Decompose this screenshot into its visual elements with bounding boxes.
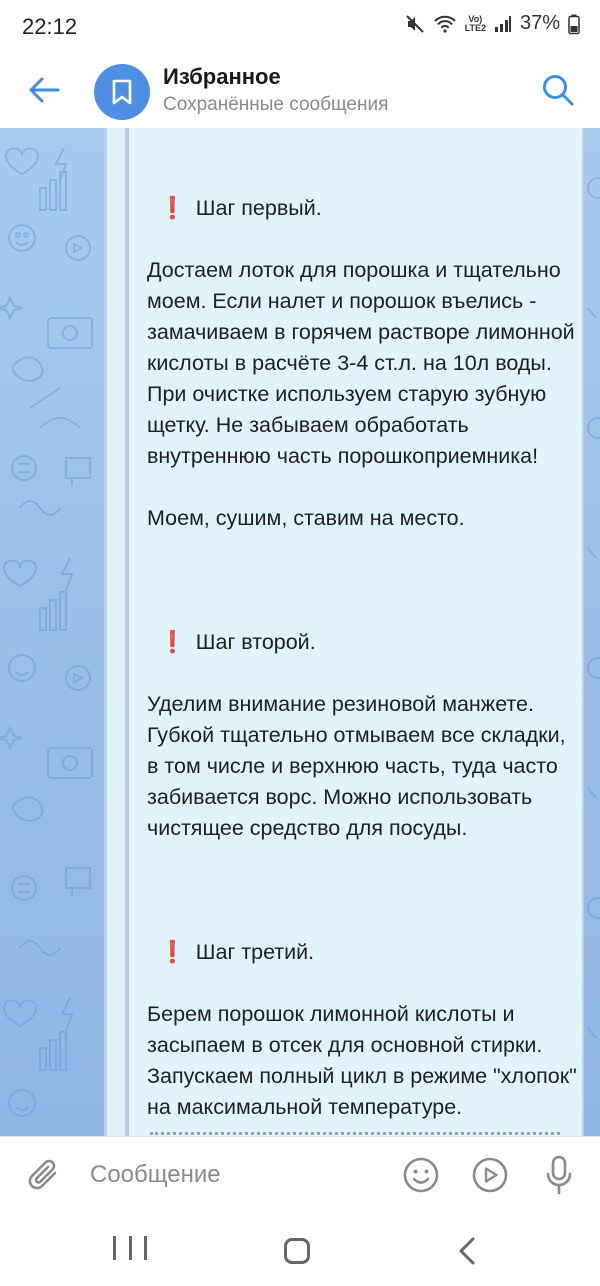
home-button[interactable] [284,1238,310,1264]
microphone-icon [544,1154,574,1196]
chevron-left-icon [457,1236,477,1266]
message-text [147,162,577,1278]
chat-area[interactable] [0,128,600,1136]
paperclip-icon [27,1157,61,1193]
chat-subtitle[interactable]: Сохранённые сообщения [163,94,389,115]
system-nav-bar [0,1214,600,1286]
status-icons [405,12,580,35]
arrow-left-icon [28,76,60,104]
avatar[interactable] [94,64,150,120]
forward-quote-bar [125,128,129,1136]
message-input[interactable] [90,1157,380,1193]
emoji-icon [402,1156,440,1194]
step-heading [147,627,577,658]
battery-icon [568,14,580,34]
step-heading [147,937,577,968]
bookmark-icon [110,78,134,106]
battery-percent: 37% [519,12,560,34]
exclamation-icon: ❗ [159,940,186,964]
wallpaper-pattern-right [584,128,600,1136]
step-1-heading: Шаг первый. [195,196,322,220]
exclamation-icon: ❗ [159,630,186,654]
volte-indicator [465,15,486,33]
step-heading [147,193,577,224]
step-3-heading: Шаг третий. [195,940,315,964]
step-2-paragraph-1: Уделим внимание резиновой манжете. Губкой тщательно отмываем все складки, в том числе и верхнюю часть, туда часто забивается ворс. Можно использовать чистящее средство для посуды. [147,692,566,840]
wallpaper-pattern [0,128,104,1136]
composer-bar [0,1136,600,1214]
signal-icon [494,15,512,33]
step-1-paragraph-1: Достаем лоток для порошка и тщательно моем. Если налет и порошок въелись - замачиваем в горячем растворе лимонной кислоты в расчёте 3-4 ст.л. на 10л воды. При очистке используем старую зубную щетку. Не забываем обработать внутреннюю часть порошкоприемника! [147,258,575,468]
video-message-button[interactable] [469,1154,511,1196]
step-2-heading: Шаг второй. [195,630,316,654]
voice-message-button[interactable] [537,1152,581,1198]
search-button[interactable] [534,66,582,114]
video-message-icon [471,1156,509,1194]
exclamation-icon: ❗ [159,196,186,220]
attach-button[interactable] [22,1153,66,1197]
volte-bottom-label: LTE2 [464,22,486,33]
bubble-edge-right [582,128,584,1136]
emoji-button[interactable] [400,1154,442,1196]
step-1-paragraph-2: Моем, сушим, ставим на место. [147,506,465,530]
wifi-icon [433,14,457,34]
status-time: 22:12 [22,14,78,39]
recent-apps-button[interactable] [113,1236,147,1264]
system-back-button[interactable] [452,1234,482,1268]
status-bar [0,0,600,54]
chat-header [0,54,600,128]
step-3-paragraph-1: Берем порошок лимонной кислоты и засыпаем в отсек для основной стирки. Запускаем полный цикл в режиме "хлопок" на максимальной температуре. [147,1002,577,1119]
back-button[interactable] [20,66,68,114]
chat-title[interactable]: Избранное [163,64,281,89]
volte-top-label: Vo) [468,13,483,24]
search-icon [541,73,575,107]
mute-icon [405,14,425,34]
